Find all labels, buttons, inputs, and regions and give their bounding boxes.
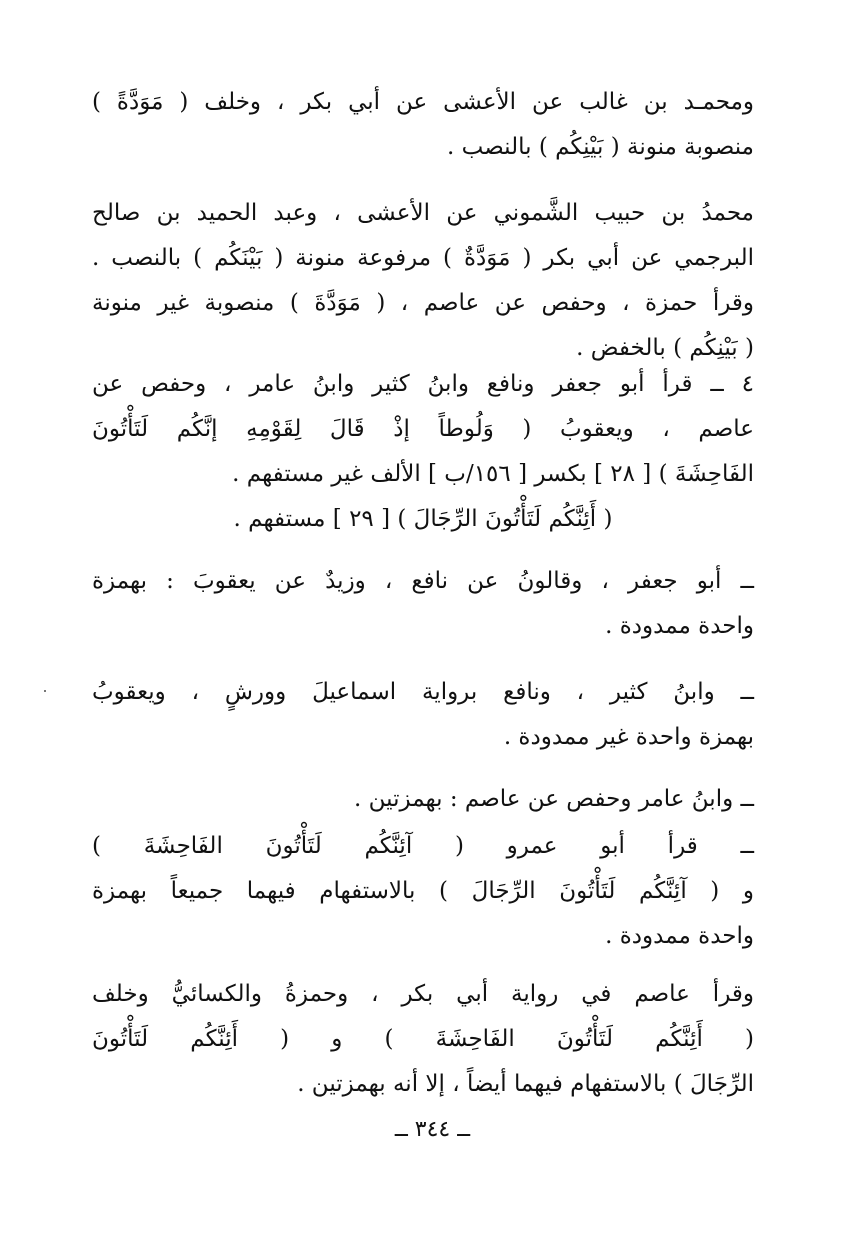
text-line: البرجمي عن أبي بكر ( مَوَدَّةٌ ) مرفوعة منونة ( بَيْنَكُم ) بالنصب . — [92, 245, 754, 271]
text-line: ــ قرأ أبو عمرو ( آئِنَّكُم لَتَأْتُونَ الفَاحِشَةَ ) — [92, 833, 754, 859]
text-line: محمدُ بن حبيب الشَّموني عن الأعشى ، وعبد الحميد بن صالح — [92, 200, 754, 226]
text-line: ــ وابنُ كثير ، ونافع برواية اسماعيلَ وورشٍ ، ويعقوبُ — [92, 679, 754, 705]
text-line: ٤ ــ قرأ أبو جعفر ونافع وابنُ كثير وابنُ عامر ، وحفص عن — [92, 371, 754, 397]
paragraph-7 — [92, 824, 754, 959]
text-line: واحدة ممدودة . — [605, 613, 754, 639]
text-line: ( بَيْنِكُم ) بالخفض . — [576, 335, 754, 361]
paragraph-1 — [92, 80, 754, 170]
text-line: وقرأ عاصم في رواية أبي بكر ، وحمزةُ والكسائيُّ وخلف — [92, 981, 754, 1007]
text-line: ــ وابنُ عامر وحفص عن عاصم : بهمزتين . — [354, 786, 754, 812]
text-line: الرِّجَالَ ) بالاستفهام فيهما أيضاً ، إلا أنه بهمزتين . — [297, 1071, 754, 1097]
text-line: ومحمـد بن غالب عن الأعشى عن أبي بكر ، وخلف ( مَوَدَّةً ) — [92, 89, 754, 115]
margin-mark — [44, 690, 46, 692]
text-line: منصوبة منونة ( بَيْنِكُم ) بالنصب . — [447, 134, 754, 160]
paragraph-2 — [92, 191, 754, 371]
text-line: ــ أبو جعفر ، وقالونُ عن نافع ، وزيدٌ عن يعقوبَ : بهمزة — [92, 568, 754, 594]
paragraph-6 — [92, 777, 754, 822]
page-number: ــ ٣٤٤ ــ — [394, 1117, 471, 1142]
paragraph-3 — [92, 362, 754, 542]
text-line: و ( آئِنَّكُم لَتَأْتُونَ الرِّجَالَ ) بالاستفهام فيهما جميعاً بهمزة — [92, 878, 754, 904]
text-line: بهمزة واحدة غير ممدودة . — [503, 724, 754, 750]
text-line: واحدة ممدودة . — [605, 923, 754, 949]
text-line-centered: ( أَئِنَّكُم لَتَأْتُونَ الرِّجَالَ ) [ ٢٩ ] مستفهم . — [233, 506, 613, 532]
paragraph-5 — [92, 670, 754, 760]
text-line: عاصم ، ويعقوبُ ( وَلُوطاً إذْ قَالَ لِقَوْمِهِ إنَّكُم لَتَأْتُونَ — [92, 416, 754, 442]
paragraph-8 — [92, 972, 754, 1107]
text-line: وقرأ حمزة ، وحفص عن عاصم ، ( مَوَدَّةَ ) منصوبة غير منونة — [92, 290, 754, 316]
text-line: الفَاحِشَةَ ) [ ٢٨ ] بكسر [ ١٥٦/ب ] الألف غير مستفهم . — [232, 461, 754, 487]
paragraph-4 — [92, 559, 754, 649]
text-line: ( أَئِنَّكُم لَتَأْتُونَ الفَاحِشَةَ ) و ( أَئِنَّكُم لَتَأْتُونَ — [92, 1026, 754, 1052]
